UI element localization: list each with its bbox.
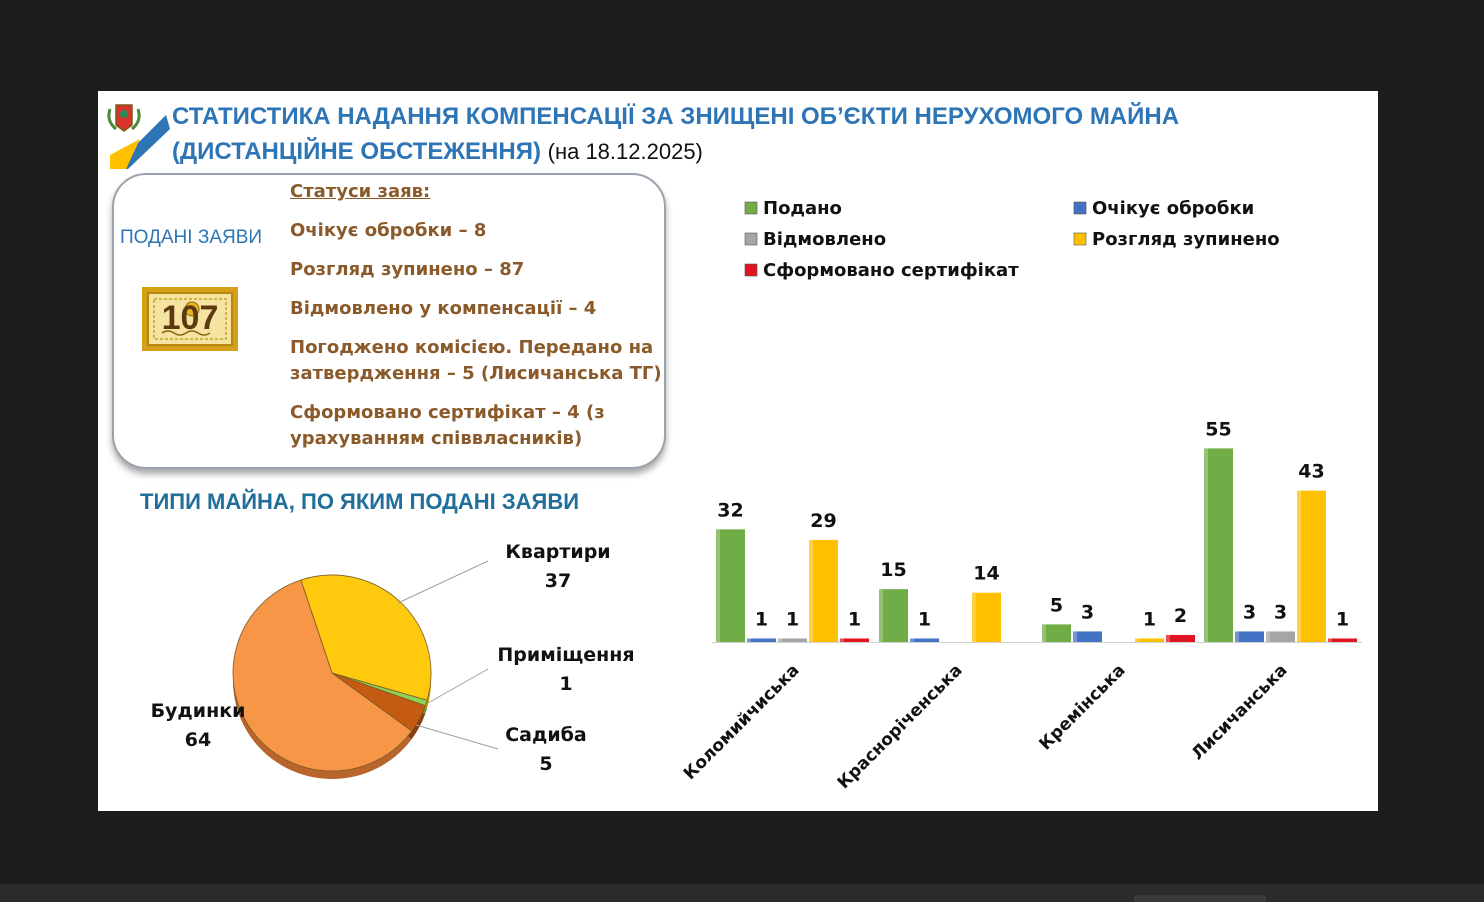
legend-swatch <box>1074 202 1086 214</box>
title-date: (на 18.12.2025) <box>547 139 703 164</box>
legend-label: Очікує обробки <box>1092 198 1255 219</box>
submitted-total: 107 <box>161 299 219 337</box>
pie-label-name: Будинки <box>150 700 246 722</box>
bar-value-label: 1 <box>1335 608 1350 631</box>
bar <box>1166 635 1195 642</box>
bar-highlight <box>1135 638 1139 642</box>
status-item-suspended: Розгляд зупинено – 87 <box>290 259 525 280</box>
pie-label-name: Садиба <box>505 724 587 746</box>
bar-value-label: 43 <box>1298 460 1325 483</box>
bar <box>1266 631 1295 642</box>
bar-value-label: 3 <box>1080 601 1095 624</box>
legend-swatch <box>745 264 757 276</box>
bar <box>1204 448 1233 642</box>
bar-value-label: 3 <box>1273 601 1288 624</box>
bar-highlight <box>778 638 782 642</box>
property-types-pie-chart <box>98 531 718 811</box>
pie-label-name: Приміщення <box>497 644 635 666</box>
bar <box>910 638 939 642</box>
pie-label-value: 37 <box>544 570 572 592</box>
bar <box>972 593 1001 642</box>
category-label: Красноріченська <box>833 660 967 794</box>
title-line-1: СТАТИСТИКА НАДАННЯ КОМПЕНСАЦІЇ ЗА ЗНИЩЕНІ ОБ’ЄКТИ НЕРУХОМОГО МАЙНА <box>172 103 1180 130</box>
pie-chart-title: ТИПИ МАЙНА, ПО ЯКИМ ПОДАНІ ЗАЯВИ <box>140 489 580 514</box>
legend-label: Відмовлено <box>763 229 887 250</box>
bar-value-label: 5 <box>1049 594 1064 617</box>
bar-value-label: 1 <box>785 608 800 631</box>
status-summary-box <box>112 173 666 469</box>
status-item-pending: Очікує обробки – 8 <box>290 220 487 241</box>
bar-value-label: 15 <box>880 559 907 582</box>
bar-value-label: 2 <box>1173 604 1188 627</box>
bar-highlight <box>879 589 883 642</box>
status-item-certificate: Сформовано сертифікат – 4 (з урахуванням співвласників) <box>290 402 605 449</box>
coat-of-arms-logo <box>106 99 170 169</box>
pie-label-value: 64 <box>184 729 212 751</box>
bar-value-label: 1 <box>917 608 932 631</box>
bar <box>1297 491 1326 642</box>
legend-label: Розгляд зупинено <box>1092 229 1280 250</box>
bar-highlight <box>747 638 751 642</box>
title-line-2 <box>172 134 1362 169</box>
pie-label-name: Квартири <box>505 541 611 563</box>
bar <box>809 540 838 642</box>
bar <box>1235 631 1264 642</box>
status-heading: Статуси заяв: <box>290 181 431 202</box>
bar-highlight <box>1042 624 1046 642</box>
status-item-approved: Погоджено комісією. Передано на затвердження – 5 (Лисичанська ТГ) <box>290 337 662 384</box>
legend-label: Подано <box>763 198 842 219</box>
bar-highlight <box>1204 448 1208 642</box>
bar-highlight <box>840 638 844 642</box>
bar <box>840 638 869 642</box>
bar <box>716 529 745 642</box>
bar-highlight <box>1073 631 1077 642</box>
bar <box>778 638 807 642</box>
bar-highlight <box>1166 635 1170 642</box>
bar-highlight <box>910 638 914 642</box>
bar-value-label: 1 <box>1142 608 1157 631</box>
legend-swatch <box>1074 233 1086 245</box>
pie-leader-line <box>416 725 498 749</box>
bottom-tab <box>1134 895 1266 902</box>
pie-leader-line <box>428 669 488 703</box>
bar <box>1135 638 1164 642</box>
bar-value-label: 14 <box>973 562 1000 585</box>
legend-swatch <box>745 233 757 245</box>
bar-highlight <box>716 529 720 642</box>
legend-label: Сформовано сертифікат <box>763 260 1019 281</box>
bar <box>1042 624 1071 642</box>
bar-value-label: 1 <box>847 608 862 631</box>
title-subtitle: (ДИСТАНЦІЙНЕ ОБСТЕЖЕННЯ) <box>172 138 541 165</box>
category-label: Кремінська <box>1035 660 1130 755</box>
bar-value-label: 32 <box>717 499 744 522</box>
bar <box>879 589 908 642</box>
bar-highlight <box>972 593 976 642</box>
slide <box>98 91 1378 811</box>
category-label: Лисичанська <box>1187 660 1292 765</box>
category-label: Коломийчиська <box>679 660 804 785</box>
bar-highlight <box>1328 638 1332 642</box>
submitted-label: ПОДАНІ ЗАЯВИ <box>120 227 263 248</box>
pie-label-value: 1 <box>559 673 573 695</box>
bar-value-label: 1 <box>754 608 769 631</box>
status-item-refused: Відмовлено у компенсації – 4 <box>290 298 597 319</box>
bar <box>1073 631 1102 642</box>
bar-highlight <box>1297 491 1301 642</box>
bar-highlight <box>809 540 813 642</box>
status-list <box>290 179 670 465</box>
bar <box>1328 638 1357 642</box>
bar-value-label: 55 <box>1205 418 1232 441</box>
legend-swatch <box>745 202 757 214</box>
page-title <box>172 99 1362 169</box>
bar-highlight <box>1235 631 1239 642</box>
bar <box>747 638 776 642</box>
bar-value-label: 3 <box>1242 601 1257 624</box>
bar-highlight <box>1266 631 1270 642</box>
pie-label-value: 5 <box>539 753 553 775</box>
bar-value-label: 29 <box>810 509 837 532</box>
applications-bar-chart <box>679 181 1378 811</box>
pie-leader-line <box>398 561 488 603</box>
